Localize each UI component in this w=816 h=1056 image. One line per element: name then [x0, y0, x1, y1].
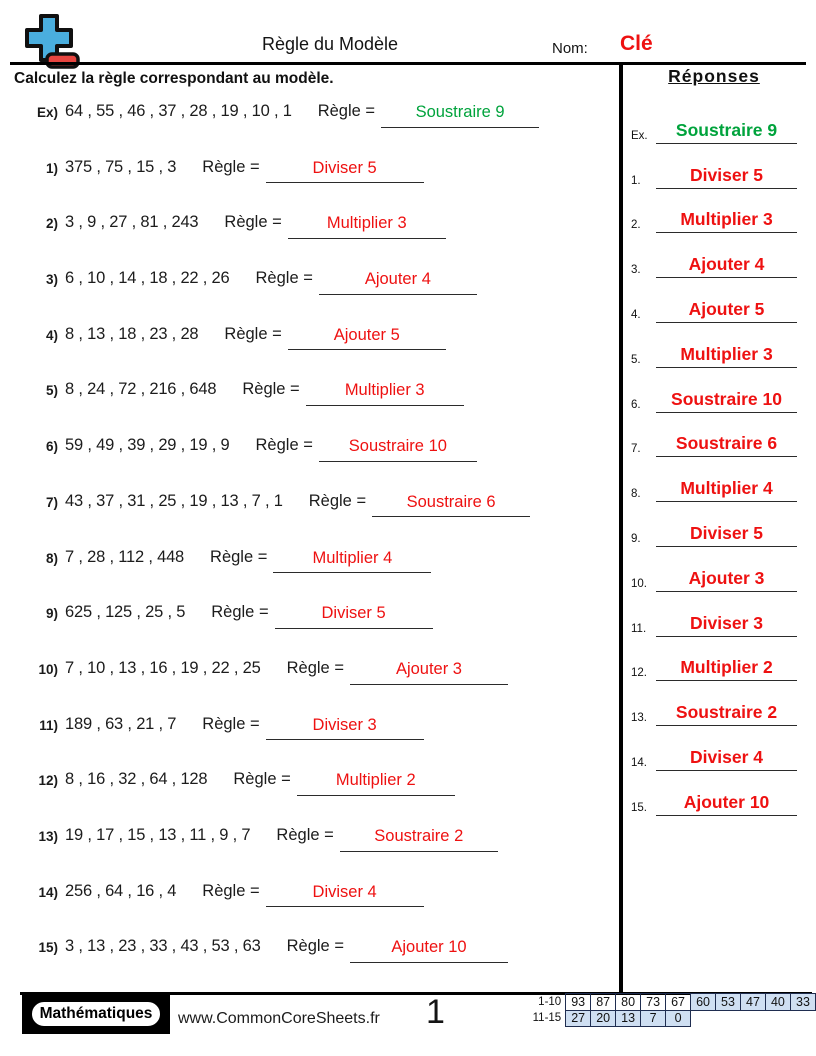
answer-ref: 3.	[631, 264, 641, 277]
score-table	[518, 993, 816, 1027]
answer-ref: 9.	[631, 532, 641, 545]
answer-row	[631, 457, 797, 502]
problem-sequence: 59 , 49 , 39 , 29 , 19 , 9	[65, 436, 230, 455]
answer-row	[631, 592, 797, 637]
rule-label: Règle =	[224, 213, 282, 232]
answer-ref: 11.	[631, 622, 647, 635]
score-cell: 87	[591, 994, 616, 1011]
score-cell: 0	[666, 1010, 691, 1027]
problem-sequence: 19 , 17 , 15 , 13 , 11 , 9 , 7	[65, 825, 251, 844]
problem-sequence: 7 , 10 , 13 , 16 , 19 , 22 , 25	[65, 658, 261, 677]
brand-logo	[22, 994, 170, 1034]
score-row	[518, 994, 816, 1011]
problem-answer-line: Diviser 5	[275, 603, 433, 629]
answer-ref: 13.	[631, 712, 647, 725]
problem-sequence: 256 , 64 , 16 , 4	[65, 881, 177, 900]
problem-row	[24, 710, 618, 766]
score-row	[518, 1010, 816, 1027]
answer-value: Ajouter 4	[656, 254, 797, 278]
answer-value: Ajouter 5	[656, 299, 797, 323]
problem-row	[24, 654, 618, 710]
answer-value: Soustraire 2	[656, 702, 797, 726]
problem-answer-line: Multiplier 2	[297, 770, 455, 796]
problem-row	[24, 320, 618, 376]
page-title: Règle du Modèle	[261, 34, 399, 54]
score-cell: 40	[765, 994, 790, 1011]
score-cell: 80	[616, 994, 641, 1011]
header-rule	[10, 62, 806, 65]
answer-row	[631, 547, 797, 592]
answer-ref: 5.	[631, 353, 641, 366]
rule-label: Règle =	[202, 881, 260, 900]
problem-sequence: 625 , 125 , 25 , 5	[65, 603, 186, 622]
problem-number: 7)	[45, 494, 58, 510]
answer-value: Multiplier 4	[656, 478, 797, 502]
problem-sequence: 3 , 13 , 23 , 33 , 43 , 53 , 63	[65, 937, 261, 956]
problem-answer-line: Multiplier 3	[288, 213, 446, 239]
answer-row	[631, 368, 797, 413]
problem-row	[24, 97, 618, 153]
rule-label: Règle =	[224, 324, 282, 343]
problem-number: 5)	[45, 383, 58, 399]
name-value: Clé	[620, 32, 653, 55]
problem-sequence: 8 , 16 , 32 , 64 , 128	[65, 770, 208, 789]
problem-row	[24, 932, 618, 988]
answer-ref: 1.	[631, 174, 641, 187]
answer-ref: 7.	[631, 443, 641, 456]
rule-label: Règle =	[242, 380, 300, 399]
answer-value: Diviser 3	[656, 613, 797, 637]
score-cell: 20	[591, 1010, 616, 1027]
problems-list	[24, 97, 618, 988]
rule-label: Règle =	[210, 547, 268, 566]
rule-label: Règle =	[286, 658, 344, 677]
answer-row	[631, 771, 797, 816]
answer-value: Soustraire 10	[656, 389, 797, 413]
answer-value: Multiplier 3	[656, 344, 797, 368]
problem-sequence: 43 , 37 , 31 , 25 , 19 , 13 , 7 , 1	[65, 491, 283, 510]
website-text: www.CommonCoreSheets.fr	[178, 1010, 380, 1027]
answer-row	[631, 502, 797, 547]
answer-row	[631, 189, 797, 234]
rule-label: Règle =	[211, 603, 269, 622]
rule-label: Règle =	[286, 937, 344, 956]
score-cell: 27	[566, 1010, 591, 1027]
brand-label: Mathématiques	[30, 1000, 163, 1028]
answer-row	[631, 726, 797, 771]
problem-row	[24, 264, 618, 320]
score-cell: 73	[641, 994, 666, 1011]
answer-value: Diviser 4	[656, 747, 797, 771]
problem-sequence: 64 , 55 , 46 , 37 , 28 , 19 , 10 , 1	[65, 102, 292, 120]
problem-number: 6)	[45, 439, 58, 455]
problem-number: 9)	[45, 606, 58, 622]
answer-ref: Ex.	[631, 129, 648, 142]
problem-answer-line: Diviser 5	[266, 158, 424, 184]
problem-row	[24, 208, 618, 264]
problem-number: Ex)	[36, 105, 58, 120]
answer-ref: 4.	[631, 308, 641, 321]
score-cell: 13	[616, 1010, 641, 1027]
rule-label: Règle =	[202, 157, 260, 176]
instruction-text: Calculez la règle correspondant au modèle.	[14, 70, 334, 87]
score-range-label: 1-10	[538, 995, 562, 1008]
problem-row	[24, 821, 618, 877]
problem-sequence: 3 , 9 , 27 , 81 , 243	[65, 213, 199, 232]
problem-answer-line: Multiplier 3	[306, 380, 464, 406]
rule-label: Règle =	[317, 102, 376, 120]
logo-minus-shape	[47, 54, 78, 67]
problem-number: 10)	[38, 661, 58, 677]
answer-value: Diviser 5	[656, 523, 797, 547]
answer-row	[631, 99, 797, 144]
score-cell: 47	[740, 994, 765, 1011]
answer-row	[631, 233, 797, 278]
problem-answer-line: Soustraire 6	[372, 492, 530, 518]
problem-answer-line: Ajouter 4	[319, 269, 477, 295]
problem-row	[24, 375, 618, 431]
rule-label: Règle =	[276, 825, 334, 844]
rule-label: Règle =	[233, 770, 291, 789]
rule-label: Règle =	[202, 714, 260, 733]
answer-value: Soustraire 9	[656, 120, 797, 144]
problem-row	[24, 543, 618, 599]
problem-answer-line: Diviser 3	[266, 715, 424, 741]
problem-answer-line: Diviser 4	[266, 882, 424, 908]
answer-row	[631, 637, 797, 682]
answers-divider	[619, 65, 623, 994]
score-cell: 7	[641, 1010, 666, 1027]
answer-ref: 2.	[631, 219, 641, 232]
problem-number: 4)	[45, 327, 58, 343]
answer-ref: 15.	[631, 801, 647, 814]
problem-row	[24, 153, 618, 209]
problem-answer-line: Ajouter 10	[350, 937, 508, 963]
problem-number: 8)	[45, 550, 58, 566]
problem-row	[24, 431, 618, 487]
problem-number: 14)	[38, 884, 58, 900]
score-range-label: 11-15	[532, 1012, 562, 1025]
problem-row	[24, 487, 618, 543]
problem-number: 3)	[45, 272, 58, 288]
answer-value: Ajouter 10	[656, 792, 797, 816]
problem-number: 12)	[38, 773, 58, 789]
answer-ref: 12.	[631, 667, 647, 680]
answer-row	[631, 144, 797, 189]
score-cell: 67	[666, 994, 691, 1011]
problem-sequence: 8 , 13 , 18 , 23 , 28	[65, 324, 199, 343]
rule-label: Règle =	[255, 436, 313, 455]
problem-sequence: 189 , 63 , 21 , 7	[65, 714, 177, 733]
problem-row	[24, 598, 618, 654]
answer-value: Ajouter 3	[656, 568, 797, 592]
problem-sequence: 375 , 75 , 15 , 3	[65, 157, 177, 176]
score-cell: 33	[790, 994, 815, 1011]
score-cell: 60	[691, 994, 716, 1011]
problem-number: 15)	[38, 940, 58, 956]
answer-row	[631, 681, 797, 726]
problem-answer-line: Soustraire 10	[319, 436, 477, 462]
problem-number: 13)	[38, 828, 58, 844]
answer-value: Diviser 5	[656, 165, 797, 189]
answer-value: Multiplier 3	[656, 209, 797, 233]
answer-ref: 8.	[631, 488, 641, 501]
problem-number: 1)	[45, 160, 58, 176]
answer-row	[631, 323, 797, 368]
answer-value: Multiplier 2	[656, 657, 797, 681]
rule-label: Règle =	[255, 269, 313, 288]
problem-answer-line: Multiplier 4	[273, 548, 431, 574]
rule-label: Règle =	[308, 491, 367, 510]
answer-value: Soustraire 6	[656, 433, 797, 457]
answer-ref: 6.	[631, 398, 641, 411]
answers-list	[631, 99, 797, 816]
problem-answer-line: Soustraire 9	[381, 102, 539, 128]
score-cell: 93	[566, 994, 591, 1011]
problem-answer-line: Soustraire 2	[340, 826, 498, 852]
problem-number: 11)	[39, 717, 58, 733]
problem-row	[24, 765, 618, 821]
problem-row	[24, 877, 618, 933]
answer-row	[631, 413, 797, 458]
name-label: Nom:	[552, 40, 588, 57]
problem-number: 2)	[45, 216, 58, 232]
problem-sequence: 8 , 24 , 72 , 216 , 648	[65, 380, 217, 399]
problem-answer-line: Ajouter 5	[288, 325, 446, 351]
answers-panel-title: Réponses	[668, 66, 760, 86]
problem-sequence: 7 , 28 , 112 , 448	[65, 547, 185, 566]
score-cell: 53	[716, 994, 741, 1011]
answer-row	[631, 278, 797, 323]
problem-sequence: 6 , 10 , 14 , 18 , 22 , 26	[65, 269, 230, 288]
page-number: 1	[426, 993, 445, 1031]
answer-ref: 14.	[631, 756, 647, 769]
problem-answer-line: Ajouter 3	[350, 659, 508, 685]
answer-ref: 10.	[631, 577, 647, 590]
